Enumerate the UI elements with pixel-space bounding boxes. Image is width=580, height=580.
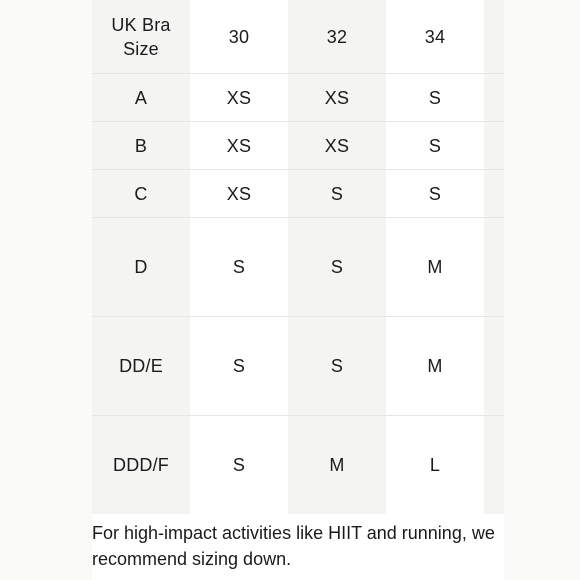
size-cell-30: XS <box>226 135 252 156</box>
size-cell-34: L <box>429 454 441 475</box>
size-cell-32: XS <box>324 135 350 156</box>
table-row <box>92 317 504 416</box>
size-cell-30: S <box>232 356 246 377</box>
size-cell-34: M <box>427 356 443 377</box>
size-cell-34: S <box>428 135 442 156</box>
table-row <box>92 170 504 218</box>
size-cell-34: S <box>428 87 442 108</box>
header-uk-bra-size: UK Bra Size <box>111 14 171 59</box>
table-row <box>92 74 504 122</box>
size-cell-32: S <box>330 257 344 278</box>
cup-size-cell: C <box>134 183 148 204</box>
header-band-30: 30 <box>228 26 250 47</box>
size-cell-30: S <box>232 257 246 278</box>
cup-size-cell: A <box>134 87 148 108</box>
size-cell-30: XS <box>226 87 252 108</box>
sizing-note: For high-impact activities like HIIT and running, we recommend sizing down. <box>92 523 495 569</box>
header-band-32: 32 <box>326 26 348 47</box>
header-band-34: 34 <box>424 26 446 47</box>
cup-size-cell: DDD/F <box>113 454 169 475</box>
cup-size-cell: DD/E <box>119 356 163 377</box>
size-cell-32: XS <box>324 87 350 108</box>
size-chart-table <box>92 0 504 514</box>
table-row <box>92 416 504 514</box>
size-cell-34: M <box>427 257 443 278</box>
size-cell-32: S <box>330 356 344 377</box>
size-cell-30: XS <box>226 183 252 204</box>
size-cell-32: S <box>330 183 344 204</box>
size-cell-30: S <box>232 454 246 475</box>
cup-size-cell: B <box>134 135 148 156</box>
table-row <box>92 218 504 317</box>
cup-size-cell: D <box>134 257 148 278</box>
size-cell-34: S <box>428 183 442 204</box>
table-header-row <box>92 0 504 74</box>
table-row <box>92 122 504 170</box>
size-cell-32: M <box>329 454 345 475</box>
